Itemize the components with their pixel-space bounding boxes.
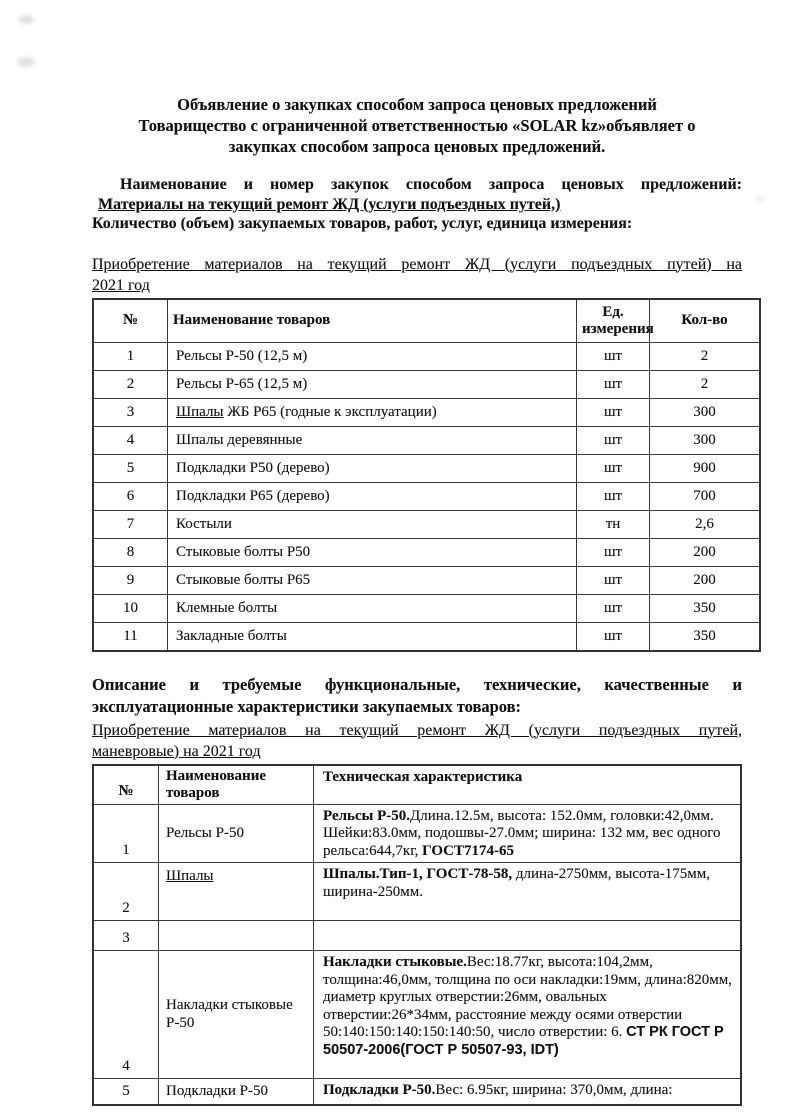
- spec-text: Длина.12.5м, высота: 152.0мм, головки:42,0мм. Шейки:83.0мм, подошвы-27.0мм; ширина: 132 мм, вес одного рельса:644,7кг,: [323, 807, 721, 859]
- spec-bold-lead: Накладки стыковые.: [323, 954, 467, 970]
- table-row: [93, 566, 760, 594]
- product-name-text: Подкладки Р-50: [166, 1082, 268, 1099]
- table-row: [93, 454, 760, 482]
- cell-unit: шт: [577, 454, 650, 482]
- table-row: [93, 482, 760, 510]
- table-row: [93, 594, 760, 622]
- section2-heading-line: Приобретение материалов на текущий ремонт ЖД (услуги подъездных путей,: [92, 721, 742, 739]
- table-row: [93, 921, 741, 951]
- cell-number: 6: [93, 482, 168, 510]
- cell-number: 3: [93, 921, 159, 951]
- cell-unit: шт: [577, 566, 650, 594]
- cell-product-name: [168, 454, 577, 482]
- title-line: закупках способом запроса ценовых предложений.: [228, 137, 606, 156]
- cell-quantity: 700: [650, 482, 761, 510]
- product-name-text: Рельсы Р-50 (12,5 м): [176, 347, 308, 364]
- cell-specification: [314, 951, 742, 1079]
- cell-unit: шт: [577, 398, 650, 426]
- cell-quantity: 350: [650, 594, 761, 622]
- cell-specification: [314, 921, 742, 951]
- cell-product-name: [168, 622, 577, 651]
- cell-product-name: [168, 538, 577, 566]
- product-name-text: Накладки стыковые Р-50: [166, 997, 293, 1031]
- cell-quantity: 300: [650, 398, 761, 426]
- cell-quantity: 200: [650, 538, 761, 566]
- col-header-unit: [577, 299, 654, 343]
- cell-number: 5: [93, 1079, 159, 1105]
- cell-specification: [314, 804, 742, 863]
- spec-text: длина-2750мм, высота-175мм, ширина-250мм.: [323, 866, 710, 900]
- intro-line-subject: Материалы на текущий ремонт ЖД (услуги подъездных путей,): [98, 195, 561, 213]
- section2-heading-line: маневровые) на 2021 год: [92, 742, 261, 760]
- table-row: [93, 426, 760, 454]
- col-header-name-line: Наименование: [166, 767, 266, 784]
- cell-product-name: [168, 398, 577, 426]
- section1-heading-line: 2021 год: [92, 276, 150, 294]
- cell-product-name: [168, 566, 577, 594]
- product-name-text: Рельсы Р-50: [166, 824, 244, 841]
- product-name-text: Рельсы Р-65 (12,5 м): [176, 375, 308, 392]
- cell-number: 2: [93, 370, 168, 398]
- cell-unit: шт: [577, 342, 650, 370]
- table-row: [93, 1079, 741, 1105]
- section1-heading-line: Приобретение материалов на текущий ремонт ЖД (услуги подъездных путей) на: [92, 255, 742, 273]
- product-name-text: Клемные болты: [176, 599, 278, 616]
- cell-number: 8: [93, 538, 168, 566]
- spec-bold-lead: Шпалы.Тип-1, ГОСТ-78-58,: [323, 866, 513, 882]
- spec-bold-gost: ГОСТ7174-65: [422, 842, 515, 859]
- spec-bold-gost-sans: СТ РК ГОСТ Р 50507-2006(ГОСТ Р 50507-93, IDT): [323, 1024, 724, 1058]
- cell-unit: тн: [577, 510, 650, 538]
- product-name-underlined: Шпалы: [166, 868, 214, 884]
- table-row: [93, 951, 741, 1079]
- product-name-underlined: Шпалы: [176, 403, 224, 420]
- cell-product-name: [159, 921, 314, 951]
- cell-quantity: 2,6: [650, 510, 761, 538]
- scan-smudge: [18, 15, 34, 24]
- table-row: [93, 342, 760, 370]
- procurement-items-table: [92, 298, 761, 652]
- spec-text: Вес:18.77кг, высота:104,2мм, толщина:46,0мм, толщина по оси накладки:19мм, длина:820мм, диаметр круглых отверстии:26мм, овальных отверстии:26*34мм, расстояние между осями отверстии 50:140:150:140:150:140:50, число отверстии: 6.: [323, 954, 732, 1040]
- cell-quantity: 900: [650, 454, 761, 482]
- title-line: Товарищество с ограниченной ответственностью «SOLAR kz»объявляет о: [138, 116, 696, 135]
- title-line: Объявление о закупках способом запроса ценовых предложений: [177, 95, 657, 114]
- product-name-text: Стыковые болты Р50: [176, 543, 311, 560]
- spec-text: Вес: 6.95кг, ширина: 370,0мм, длина:: [435, 1082, 673, 1098]
- cell-unit: шт: [577, 538, 650, 566]
- intro-paragraph: [92, 175, 742, 234]
- cell-unit: шт: [577, 482, 650, 510]
- cell-number: 3: [93, 398, 168, 426]
- table-row: [93, 370, 760, 398]
- table-row: [93, 538, 760, 566]
- section2-heading-bold: [92, 674, 742, 718]
- table-row: [93, 398, 760, 426]
- cell-quantity: 2: [650, 342, 761, 370]
- cell-quantity: 2: [650, 370, 761, 398]
- table-row: [93, 622, 760, 651]
- product-name-text: Закладные болты: [176, 627, 287, 644]
- product-name-text: Подкладки Р50 (дерево): [176, 459, 330, 476]
- col-header-product-name: [159, 765, 314, 805]
- cell-number: 2: [93, 863, 159, 921]
- cell-number: 5: [93, 454, 168, 482]
- cell-unit: шт: [577, 622, 650, 651]
- technical-specs-table: [92, 764, 742, 1106]
- document-title: [92, 94, 742, 157]
- cell-number: 9: [93, 566, 168, 594]
- product-name-text: Подкладки Р65 (дерево): [176, 487, 330, 504]
- col-header-name-line: товаров: [166, 784, 220, 801]
- product-name-text: Шпалы деревянные: [176, 431, 303, 448]
- col-header-product-name: Наименование товаров: [168, 299, 577, 343]
- cell-quantity: 300: [650, 426, 761, 454]
- cell-number: 11: [93, 622, 168, 651]
- cell-specification: [314, 1079, 742, 1105]
- table-row: [93, 804, 741, 863]
- cell-number: 4: [93, 951, 159, 1079]
- cell-unit: шт: [577, 594, 650, 622]
- table-row: [93, 863, 741, 921]
- cell-unit: шт: [577, 370, 650, 398]
- product-name-text: Стыковые болты Р65: [176, 571, 311, 588]
- product-name-text: ЖБ Р65 (годные к эксплуатации): [223, 403, 437, 420]
- spec-bold-lead: Рельсы Р-50.: [323, 807, 410, 824]
- section2-heading-line: эксплуатационные характеристики закупаемых товаров:: [92, 696, 522, 716]
- intro-line-name-number: Наименование и номер закупок способом запроса ценовых предложений:: [120, 176, 742, 193]
- cell-specification: [314, 863, 742, 921]
- col-header-specification: Техническая характеристика: [314, 765, 742, 805]
- cell-product-name: [159, 863, 314, 921]
- cell-number: 7: [93, 510, 168, 538]
- cell-product-name: [159, 1079, 314, 1105]
- cell-product-name: [168, 426, 577, 454]
- cell-product-name: [168, 510, 577, 538]
- col-header-number: №: [93, 299, 168, 343]
- table-header-row: [93, 765, 741, 805]
- col-header-unit-line: Ед.: [602, 303, 624, 320]
- cell-product-name: [159, 804, 314, 863]
- cell-product-name: [168, 370, 577, 398]
- intro-line-quantity: Количество (объем) закупаемых товаров, работ, услуг, единица измерения:: [92, 215, 633, 232]
- spec-bold-lead: Подкладки Р-50.: [323, 1082, 436, 1098]
- section2-heading-line: Описание и требуемые функциональные, технические, качественные и: [92, 674, 742, 694]
- section2-heading-underlined: [92, 720, 742, 762]
- product-name-text: Костыли: [176, 515, 232, 532]
- cell-product-name: [168, 482, 577, 510]
- cell-number: 4: [93, 426, 168, 454]
- table-row: [93, 510, 760, 538]
- table-header-row: [93, 299, 760, 343]
- cell-quantity: 350: [650, 622, 761, 651]
- cell-unit: шт: [577, 426, 650, 454]
- cell-number: 10: [93, 594, 168, 622]
- cell-number: 1: [93, 342, 168, 370]
- scan-smudge: [756, 196, 766, 202]
- scan-smudge: [17, 57, 35, 67]
- cell-product-name: [159, 951, 314, 1079]
- col-header-number: №: [93, 765, 159, 805]
- cell-product-name: [168, 594, 577, 622]
- cell-number: 1: [93, 804, 159, 863]
- section1-heading: [92, 254, 742, 296]
- cell-product-name: [168, 342, 577, 370]
- col-header-quantity: Кол-во: [650, 299, 761, 343]
- col-header-unit-line: измерения: [582, 320, 654, 337]
- cell-quantity: 200: [650, 566, 761, 594]
